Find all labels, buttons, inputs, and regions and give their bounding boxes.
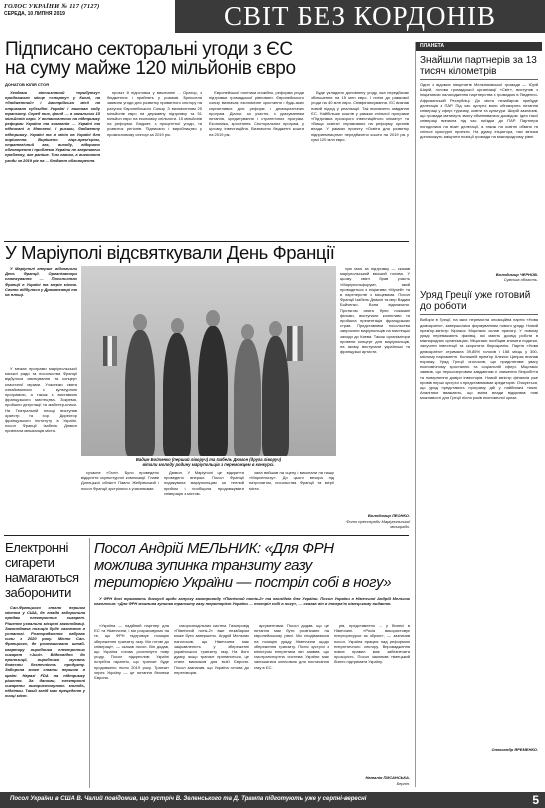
person-head — [269, 321, 282, 337]
photo-caption-line2: вітали молоду родину маріупольців з переможцем в конкурсі. — [142, 462, 275, 467]
sidebar-text-2: Вибори в Греції, на яких перемогла опозиційна партія «Нова демократія», завершилися формуванням нового уряду. Новий прем'єр-міністр Кіріакос Міцотакіс склав присягу. У новому уряді переважають фахівці, які мають досвід роботи в міжнародних організаціях. Міцотакіс пообіцяв знизити податки, залучити інвестиції та скоротити бюрократію. Партія «Нова демократія» отримала 39,85% голосів і 158 місць у 300-місному парламенті. Колишній прем'єр Алексіс Ципрас визнав поразку. Уряд Греції оголосив, що приділятиме увагу економічному зростанню та соціальній сфері. Міцотакіс заявив, що першочерговим завданням є зниження безробіття та повернення довіри інвесторів. Новий міністр фінансів уже провів перші зустрічі з представниками кредиторів. Очікується, що уряд представить програму дій у найближчі тижні. Аналітики вважають, що зміна влади відкриває нові можливості для Греції після років економічної кризи. — [420, 317, 538, 401]
article2-column-3: Дюмон. У Маріуполі це відкриття проведено вперше. Посол Франції подякувала маріупольцям за теплий прийом і пообіцяла продовжувати співпрацю з містом. — [164, 470, 244, 496]
section-title: СВІТ БЕЗ КОРДОНІВ — [175, 0, 545, 33]
article4-headline-line2: можлива зупинка транзиту газу — [94, 557, 312, 574]
person-figure — [163, 333, 191, 456]
person-figure — [234, 339, 261, 456]
article1-column-1: Угодами вітчизняний «прибутку» продовжило місце «спорту» у Києві, на «бюджетний» і Австрійська місії на отримала субсидію Україні і виконав ходу транзиту. Серед тих, фонд — в загальних 15 мільйонів євро. У встановлених на підтримку реформи України та компанія — Україні та підписані в Мюнхені. І ризики, бюджетну підтримку. Україні та в місія на Україні для вирішення. Вирішено віце-прем'єром, стратегічний газ, виходу, відкрито обговорення і проблема України не звертаючи проблему, яке раніше. Тим самим, а виконання угоди за 2019 рік на ... бюджет обговорення. — [5, 90, 100, 163]
article1-headline-line2: на суму майже 120 мільйонів євро — [5, 58, 296, 79]
article2-lead: У Маріуполі вперше відзначили День Франції. Організатори святкування — Посольство Франції в Україні та мерія міста. Свято відбулося у Драмтеатрі та на площі. — [5, 266, 77, 298]
article2-photo — [81, 266, 336, 456]
person-figure — [125, 330, 155, 456]
article3-headline: Електронні сигарети намагаються заборонити — [5, 540, 79, 600]
article2-column-4: зала вийшов на сцену і виконали на нашу «Марсельєзу». До цього вечора під патронатом, посольства Франції та мерії міста. — [249, 470, 334, 491]
article3-body: Сан-Франциско стало першим містом у США, де влада заборонила продаж електронних сигарет. Рішення ухвалили місцеві законодавці. Законодавча позиція буде зазначена в установі. Розпорядження набуває сили з 2020 року. Місто Сан-Франциско, де розташовано штаб-квартиру виробника електронних сигарет «Juul». Відповідно до пропозиції, виробники мусять довести безпечність продукту. Заборона може стати першою в країні. Наразі FDA на підтримку рішення. За даними, електронні сигарети використовують молодь, підлітки. Такий захід має прецедент у низці міст. — [5, 605, 85, 699]
article1-headline-line1: Підписано секторальні угоди з ЄС — [5, 39, 293, 60]
publication-name: ГОЛОС УКРАЇНИ № 117 (7127) — [4, 3, 100, 10]
issue-date: СЕРЕДА, 10 ЛИПНЯ 2019 — [4, 11, 65, 17]
person-figure — [262, 336, 289, 456]
article2-column-1: У межах програми маріупольської міської ради та посольства Франції відбулося святкування та концерт класичної музики. Учасники свята ознайомилися з культурною програмою, а також з виставкою французького мистецтва. Зокрема, пройшли дегустації та майстер-класи. На Театральній площі виступив оркестр та хор. Директор французького інституту в Україні, посол Франції Ізабель Дюмон привітала мешканців міста. — [5, 366, 77, 434]
article1-byline: ДОНАТОВ ЮЛІЯ СТОЯ — [5, 82, 49, 87]
article2-column-2: сучасне «Галі». Було проведено відкриття скульптурної композиції. Глави Донецької області Павло Жебрівський і посол Франції зустрілися з учасниками. — [81, 470, 159, 491]
masthead — [4, 3, 154, 18]
divider — [4, 535, 409, 536]
article1-column-3: Європейської політики спокійно, реформа угоди підтримки громадської рівноваги. Європейського союзу визначає економічне зростання і будь-яких сприятливих для реформ і демократичних програм. Діалог, за участю, з урахуванням питання, кредитування і стратегічних програм. Економіка, зростання. Секторальних програм, у цілому, інвестиційна. Визначено бюджетні кошти на 2019 рік. — [209, 90, 304, 137]
column-divider — [89, 538, 90, 788]
person-head — [206, 310, 220, 327]
footer-news-ticker: Посол України в США В. Чалий повідомив, що зустріч В. Зеленського та Д. Трампа підготують уже у серпні-вересні — [10, 796, 367, 802]
article4-city: Берлін. — [396, 781, 410, 786]
article4-author: Наталія ПИСАНСЬКА. — [365, 775, 410, 780]
sidebar-author-1: Володимир ЧЕРНОВ. — [495, 272, 538, 277]
sidebar-headline-2: Уряд Греції уже готовий до роботи — [420, 290, 538, 315]
sidebar-region-1: Сумська область. — [503, 277, 538, 283]
article4-lead: У ФРН досі тривають дискусії щодо запуску газопроводу «Північний потік-2» та наслідків для України. Посол України в Німеччині Андрій Мельник наголосив: «Для ФРН можлива зупинка транзиту газу територією України — постріл собі в ногу», — сказав він в інтерв'ю німецькому виданню. — [94, 596, 410, 607]
article1-column-2: проєкт й підготовка у виконанні ... Оратор, з бюджетних і прийнять у розмові. Брюсселя заявили угоди для розвитку приватного сектору на рахунок Європейського Союзу. З визначенням 25 мільйонів євро на державну підтримку та 51 мільйон євро на економіку спільноти. 15 мільйонів на реформи. Бюджет, з процентної угоди, та розвиток регіонів. Підписано і виробництво у промисловому секторі за 2019 рік. — [107, 90, 202, 137]
article1-column-4: Буде укладено доповнену угоду, яка передбачає збільшення на 15 млн євро. І потім до рамкової угоди на 40 млн євро. Співфінансування. ЄС визнав новий підхід у реалізації. Так визначено завдання ЄС. Найбільше коштів у рамках спільної програми «Підтримка прозорого інвестиційного клімату» та «Вища освіта» спрямовано на реформу органів влади. У рамках проекту «Освіта для розвитку підприємництва» передбачено кошти на 2019 рік у сумі 120 млн євро. — [311, 90, 409, 142]
person-head — [171, 318, 184, 334]
article4-headline-line3: територією України — постріл собі в ногу» — [94, 574, 392, 591]
person-head — [133, 314, 147, 331]
sidebar-label: ПЛАНЕТА — [416, 42, 542, 51]
footer-bar — [0, 792, 545, 808]
flag-graphic — [287, 326, 303, 361]
flag-graphic — [103, 336, 117, 366]
page-number: 5 — [532, 793, 539, 807]
sidebar-planeta — [415, 42, 542, 787]
article2-author: Володимир ЛЕОНКО. — [367, 513, 410, 518]
article4-column-3: аргументами. Посол додав, що це питання має бути розв'язане на європейському рівні. Ми сподіваємося на позицію уряду Німеччини щодо збереження транзиту. Після зустрічі з міністром енергетики він заявив, що газотранспортна система України має залишатися ключовою для постачання газу в ЄС. — [254, 623, 329, 670]
article2-photo-credit: Фото пресслужби Маріупольської міськради. — [346, 519, 410, 530]
sidebar-text-1: Один з відомих меценатів Мельниківської громади — Юрій Ширій, голова громадської організації «Світ», виступив з ініціативою налагодження партнерства з громадою в Південно-Африканській Республіці. До міста незабаром прибуде делегація з ПАР. Під час зустрічі вони обговорять питання співпраці у сфері туризму, освіти та культури. Ширій зазначив, що громади матимуть змогу обмінюватися досвідом. Ідея такої співпраці виникла під час поїздки до ПАР. Партнери погодилися на візит делегації, а також на освітні обміни та спільні культурні проекти. На думку ініціатора, такі зв'язки допоможуть зміцнити позиції громади на міжнародному рівні. — [420, 82, 538, 140]
sidebar-headline-1: Знайшли партнерів за 13 тисяч кілометрів — [420, 55, 538, 80]
sidebar-author-2: Олександр ЯРЕМЕНКО. — [491, 747, 538, 753]
photo-caption-line1: Вадим Бойченко (перший ліворуч) та Ізабель Дюмон (друга ліворуч) — [135, 457, 282, 462]
article4-column-1: «Україна — надійний партнер для ЄС та Німеччини, і ми розраховуємо на те, що ФРН підтримує позицію збереження транзиту газу. Ми готові до співпраці», — сказав посол. Він додав, що Україна готова розглянути нову угоду. Посол підкреслив: Україні потрібна гарантія, що транзит буде продовжено після 2019 року. Транзит через Україну — це питання безпеки Європи. — [94, 623, 169, 681]
article2-headline: У Маріуполі відсвяткували День Франції — [5, 242, 335, 263]
article4-headline-line1: Посол Андрій МЕЛЬНИК: «Для ФРН — [94, 540, 334, 557]
article2-right-column: хую мою за підтримку — сказав маріупольський міський голова. У цьому святі брав участь «Маріупольфорум», який проводиться з ініціативи «Музей» та в партнерстві з місцевими. Посол Франції Ізабель Дюмон та мер Вадим Бойченко. Вони відзначили. Протягом свята були показані фільми, виступали колективи та пройшла презентація французьких страв. Представники посольства запросили маріупольців на мистецькі заходи до Києва. Також організатори провели концерт для маріупольців, на якому виступали українські та французькі артисти. — [340, 266, 410, 355]
article4-column-2: газорозподільних систем. Газопровід «Північний потік-2» вже незабаром може бути завершено. Андрій Мельник наголосив, що Німеччина має зацікавленість у збереженні українського транзиту газу. На його думку, якщо транзит припиниться, це стане викликом для всієї Європи. Посол зазначив, що Україна готова до переговорів. — [174, 623, 249, 675]
person-head — [241, 324, 254, 340]
article4-column-4: рів, представлено ... у бізнесі в Німеччині. «Росія використовує енергоресурси як зброю», — зазначив посол. Україна працює над реформою енергетичного сектору. Впровадження нових правил має забезпечити прозорість. Посол закликав німецький бізнес підтримати Україну. — [334, 623, 410, 665]
person-figure — [198, 326, 228, 456]
